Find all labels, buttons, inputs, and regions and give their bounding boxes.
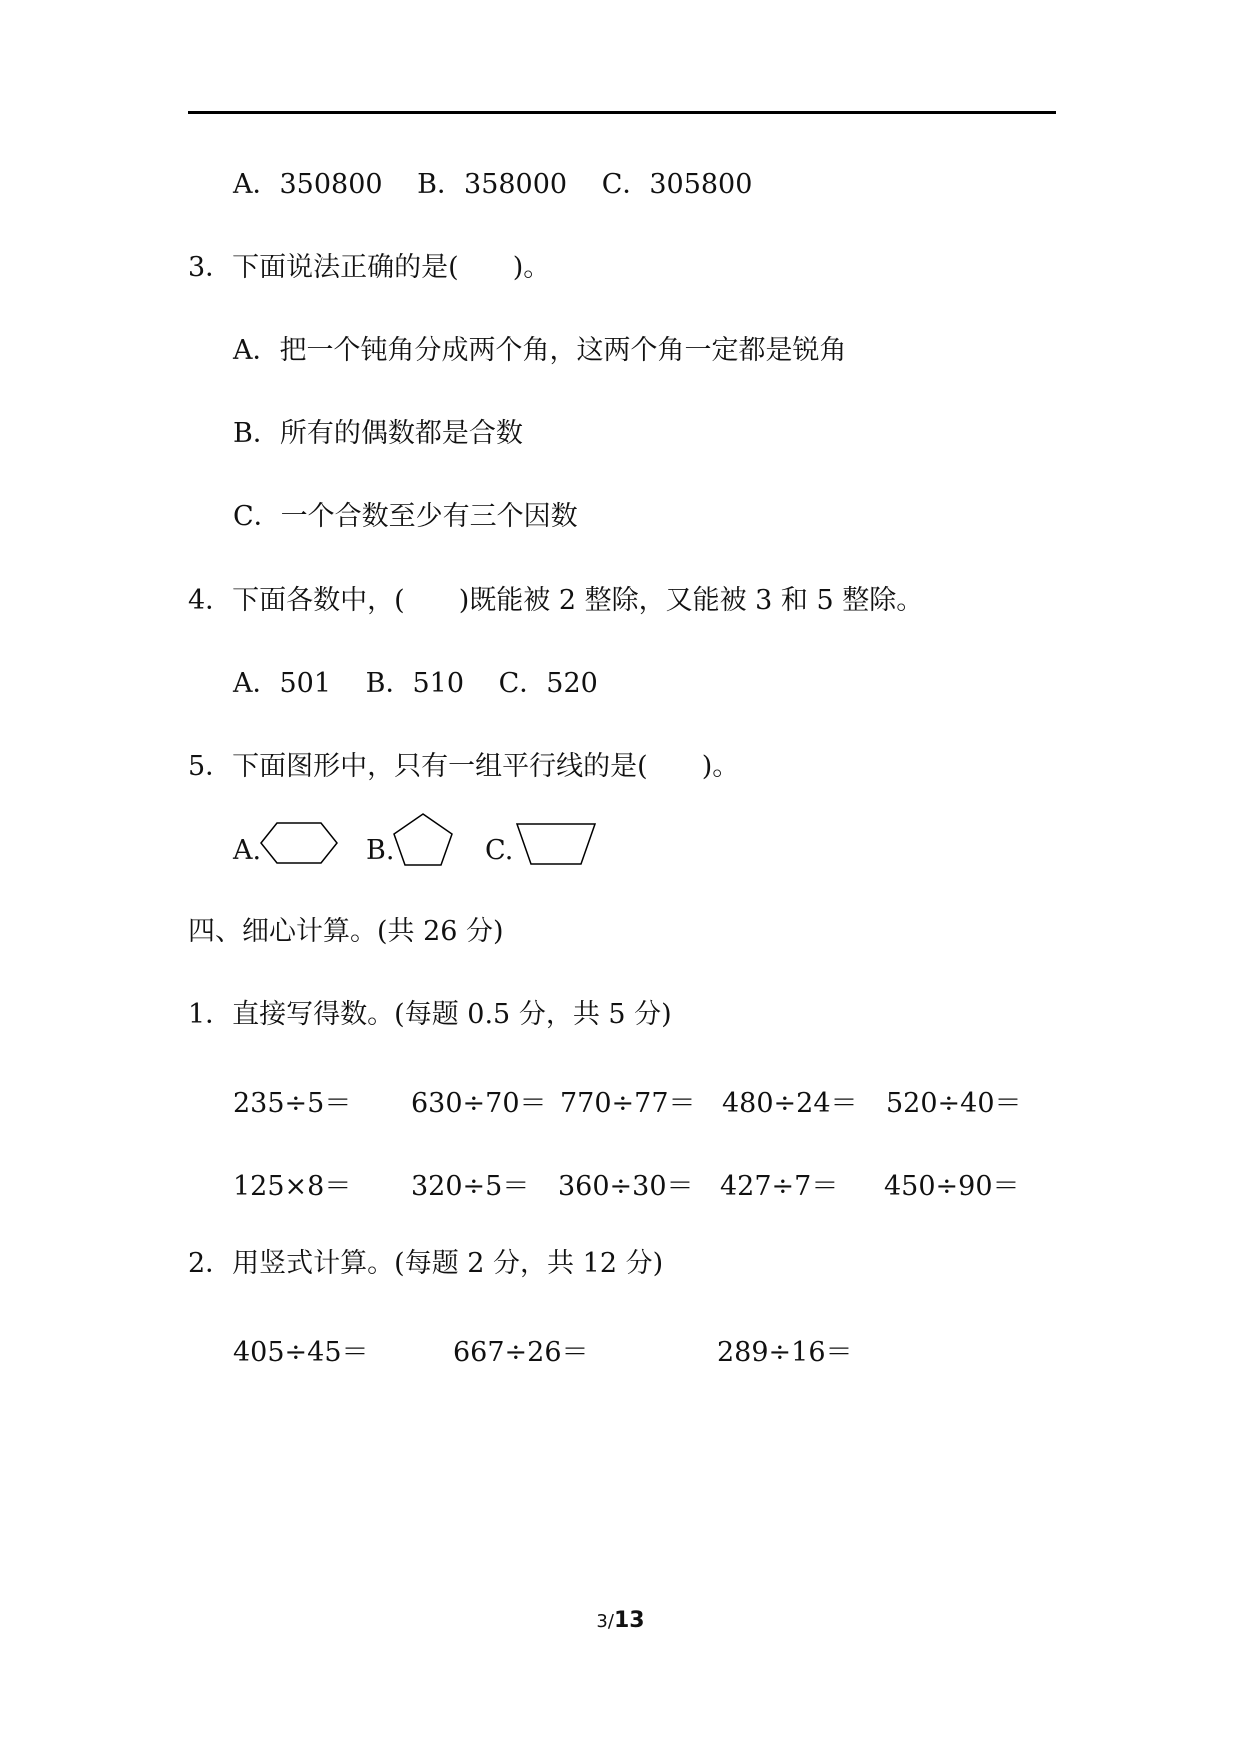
calc-item: 520÷40＝ (886, 1088, 1022, 1119)
trapezoid-icon (515, 822, 597, 866)
vertical-calc-item: 405÷45＝ (233, 1337, 369, 1368)
q5-shapes (233, 812, 833, 872)
q5-shape-a-label: A. (233, 835, 262, 866)
calc-item: 125×8＝ (233, 1171, 352, 1202)
page-number (0, 1608, 1241, 1633)
q3-option-c: C．一个合数至少有三个因数 (233, 501, 578, 532)
q5-stem: 5．下面图形中，只有一组平行线的是( )。 (188, 751, 740, 782)
q2-option-a: A．350800 (233, 169, 383, 200)
page-current: 3/ (596, 1611, 614, 1632)
section4-part1-stem: 1．直接写得数。(每题 0.5 分，共 5 分) (188, 999, 672, 1030)
q2-option-c: C．305800 (601, 169, 753, 200)
calc-item: 427÷7＝ (720, 1171, 839, 1202)
calc-item: 320÷5＝ (411, 1171, 530, 1202)
vertical-calc-item: 667÷26＝ (453, 1337, 589, 1368)
calc-item: 630÷70＝ (411, 1088, 547, 1119)
section4-part2-stem: 2．用竖式计算。(每题 2 分，共 12 分) (188, 1248, 664, 1279)
calc-item: 480÷24＝ (722, 1088, 858, 1119)
q3-option-a: A．把一个钝角分成两个角，这两个角一定都是锐角 (233, 335, 847, 366)
q3-stem: 3．下面说法正确的是( )。 (188, 252, 551, 283)
q3-option-b: B．所有的偶数都是合数 (233, 418, 523, 449)
vertical-calc-item: 289÷16＝ (717, 1337, 853, 1368)
calc-item: 235÷5＝ (233, 1088, 352, 1119)
hexagon-icon (259, 820, 339, 866)
q4-options (233, 667, 624, 701)
q4-option-c: C．520 (498, 668, 598, 699)
q5-shape-b-label: B. (366, 835, 395, 866)
page-total: 13 (613, 1608, 645, 1633)
q4-option-b: B．510 (365, 668, 465, 699)
pentagon-icon (392, 812, 454, 868)
q2-option-b: B．358000 (417, 169, 568, 200)
header-rule (188, 111, 1056, 114)
section4-title: 四、细心计算。(共 26 分) (188, 916, 504, 947)
calc-item: 450÷90＝ (884, 1171, 1020, 1202)
calc-item: 360÷30＝ (558, 1171, 694, 1202)
q4-stem: 4．下面各数中，( )既能被 2 整除，又能被 3 和 5 整除。 (188, 585, 924, 616)
q4-option-a: A．501 (233, 668, 332, 699)
q2-options (233, 168, 778, 202)
calc-item: 770÷77＝ (560, 1088, 696, 1119)
q5-shape-c-label: C. (485, 835, 514, 866)
